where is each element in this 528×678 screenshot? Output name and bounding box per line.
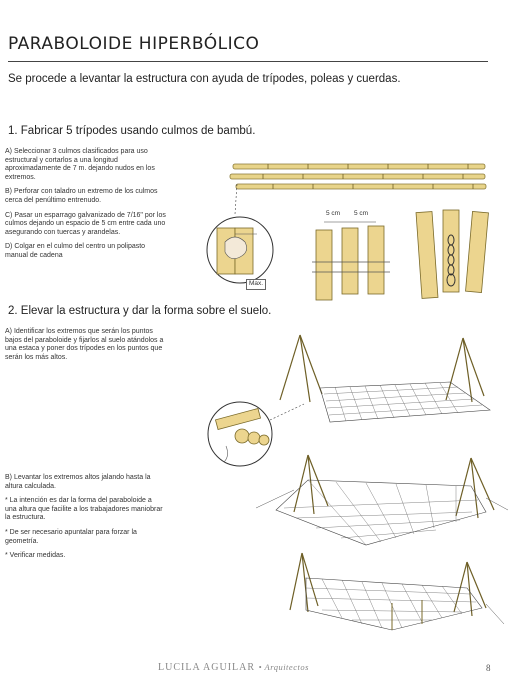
dimension-label-1: 5 cm xyxy=(326,210,341,217)
note-bracing-text: * De ser necesario apuntalar para forzar la geometría. xyxy=(5,528,137,545)
section2-step-a: A) Identificar los extremos que serán los puntos bajos del paraboloide y fijarlos al suelo atándolos a una estaca y poner dos trípodes en los puntos que serán los más altos. xyxy=(5,328,164,361)
scene-net-braced xyxy=(282,548,512,643)
dimension-label-2: 5 cm xyxy=(354,210,369,217)
footer-brand xyxy=(158,662,309,673)
page-title: PARABOLOIDE HIPERBÓLICO xyxy=(8,34,260,54)
drill-detail-circle xyxy=(205,212,275,287)
chain-hoist-illustration xyxy=(413,210,493,300)
step-c-text: C) Pasar un esparrago galvanizado de 7/16" por los culmos dejando un espacio de 5 cm entre cada uno asegurando con tuercas y arandelas. xyxy=(5,211,166,236)
scene-net-lifting xyxy=(246,450,511,550)
section1-steps xyxy=(5,148,167,267)
title-divider xyxy=(8,61,488,62)
section2-steps-b xyxy=(5,474,165,567)
footer-brand-name: LUCILA AGUILAR xyxy=(158,662,256,673)
step-b2-text: B) Levantar los extremos altos jalando hasta la altura calculada. xyxy=(5,474,151,490)
bolted-culms-illustration xyxy=(312,222,392,302)
scene-net-on-ground xyxy=(250,330,510,430)
page-subtitle: Se procede a levantar la estructura con ayuda de trípodes, poleas y cuerdas. xyxy=(8,73,401,85)
bamboo-culms-illustration xyxy=(228,160,488,200)
page-number: 8 xyxy=(486,663,491,673)
step-a-text: A) Seleccionar 3 culmos clasificados para uso estructural y cortarlos a una longitud aproximadamente de 7 m. dejando nudos en los extremos. xyxy=(5,148,155,181)
step-d-text: D) Colgar en el culmo del centro un polipasto manual de cadena xyxy=(5,243,146,259)
section1-heading: 1. Fabricar 5 trípodes usando culmos de bambú. xyxy=(8,125,256,137)
footer-brand-sub: • Arquitectos xyxy=(258,662,309,672)
detail-max-label: Max. xyxy=(246,279,266,290)
step-b-text: B) Perforar con taladro un extremo de los culmos cerca del penúltimo entrenudo. xyxy=(5,188,158,204)
section2-heading: 2. Elevar la estructura y dar la forma sobre el suelo. xyxy=(8,305,272,317)
note-verify-text: * Verificar medidas. xyxy=(5,552,66,560)
note-intention-text: * La intención es dar la forma del paraboloide a una altura que facilite a los trabajadores maniobrar la estructura. xyxy=(5,497,163,522)
